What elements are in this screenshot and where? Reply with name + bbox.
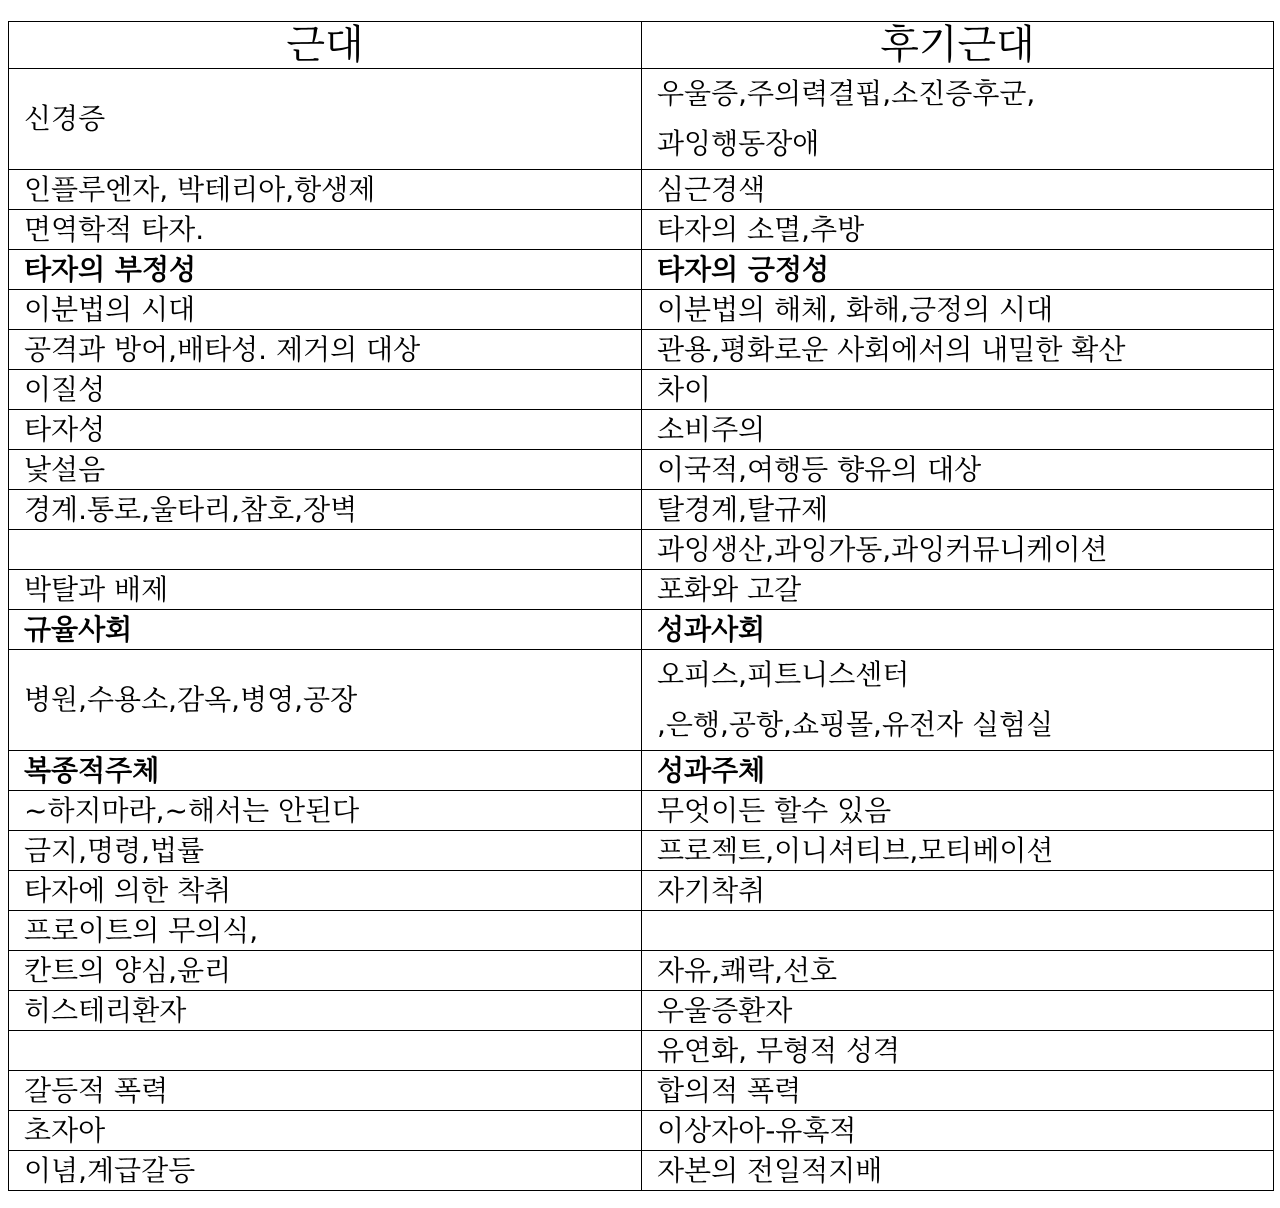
table-row: [9, 991, 1274, 1031]
table-row: [9, 450, 1274, 490]
cell-late-modern: [642, 650, 1274, 751]
cell-line: 우울증,주의력결핍,소진증후군,: [657, 77, 1036, 110]
cell-late-modern: 타자의 소멸,추방: [642, 210, 1274, 250]
cell-late-modern: 자기착취: [642, 871, 1274, 911]
cell-line: 오피스,피트니스센터: [657, 658, 910, 691]
table-row: [9, 1111, 1274, 1151]
cell-modern: 초자아: [9, 1111, 642, 1151]
cell-line: 과잉행동장애: [657, 127, 820, 160]
cell-late-modern: [642, 911, 1274, 951]
cell-modern: 칸트의 양심,윤리: [9, 951, 642, 991]
header-late-modern: 후기근대: [642, 22, 1274, 69]
table-row: [9, 570, 1274, 610]
cell-late-modern: 탈경계,탈규제: [642, 490, 1274, 530]
table-row: [9, 290, 1274, 330]
cell-modern: 타자에 의한 착취: [9, 871, 642, 911]
header-row: [9, 22, 1274, 69]
cell-late-modern: 우울증환자: [642, 991, 1274, 1031]
cell-late-modern: 성과주체: [642, 751, 1274, 791]
cell-late-modern: 관용,평화로운 사회에서의 내밀한 확산: [642, 330, 1274, 370]
cell-modern: 타자의 부정성: [9, 250, 642, 290]
cell-late-modern: 자유,쾌락,선호: [642, 951, 1274, 991]
table-row: [9, 610, 1274, 650]
cell-late-modern: 무엇이든 할수 있음: [642, 791, 1274, 831]
table-row: [9, 490, 1274, 530]
cell-modern: 이분법의 시대: [9, 290, 642, 330]
cell-modern: 이념,계급갈등: [9, 1151, 642, 1191]
cell-modern: 타자성: [9, 410, 642, 450]
cell-late-modern: [642, 69, 1274, 170]
cell-late-modern: 이상자아-유혹적: [642, 1111, 1274, 1151]
cell-late-modern: 소비주의: [642, 410, 1274, 450]
cell-modern: 이질성: [9, 370, 642, 410]
table-row: [9, 530, 1274, 570]
table-row: [9, 210, 1274, 250]
cell-late-modern: 이분법의 해체, 화해,긍정의 시대: [642, 290, 1274, 330]
cell-late-modern: 자본의 전일적지배: [642, 1151, 1274, 1191]
table-row: [9, 911, 1274, 951]
table-row: [9, 871, 1274, 911]
cell-modern: 인플루엔자, 박테리아,항생제: [9, 170, 642, 210]
cell-late-modern: 심근경색: [642, 170, 1274, 210]
cell-late-modern: 차이: [642, 370, 1274, 410]
cell-modern: 공격과 방어,배타성. 제거의 대상: [9, 330, 642, 370]
cell-modern: 낯설음: [9, 450, 642, 490]
cell-modern: ~하지마라,~해서는 안된다: [9, 791, 642, 831]
table-row: [9, 69, 1274, 170]
table-row: [9, 1071, 1274, 1111]
cell-modern: 신경증: [9, 69, 642, 170]
table-row: [9, 170, 1274, 210]
cell-late-modern: 과잉생산,과잉가동,과잉커뮤니케이션: [642, 530, 1274, 570]
cell-modern: 경계.통로,울타리,참호,장벽: [9, 490, 642, 530]
cell-late-modern: 유연화, 무형적 성격: [642, 1031, 1274, 1071]
table-row: [9, 1031, 1274, 1071]
cell-modern: 병원,수용소,감옥,병영,공장: [9, 650, 642, 751]
cell-late-modern: 프로젝트,이니셔티브,모티베이션: [642, 831, 1274, 871]
table-row: [9, 250, 1274, 290]
cell-late-modern: 이국적,여행등 향유의 대상: [642, 450, 1274, 490]
cell-modern: 규율사회: [9, 610, 642, 650]
cell-modern: 금지,명령,법률: [9, 831, 642, 871]
cell-late-modern: 포화와 고갈: [642, 570, 1274, 610]
table-row: [9, 1151, 1274, 1191]
table-row: [9, 410, 1274, 450]
table-row: [9, 951, 1274, 991]
table-row: [9, 650, 1274, 751]
table-row: [9, 330, 1274, 370]
cell-modern: 갈등적 폭력: [9, 1071, 642, 1111]
cell-modern: [9, 1031, 642, 1071]
header-modern: 근대: [9, 22, 642, 69]
table-row: [9, 751, 1274, 791]
cell-late-modern: 타자의 긍정성: [642, 250, 1274, 290]
cell-modern: 프로이트의 무의식,: [9, 911, 642, 951]
cell-modern: 박탈과 배제: [9, 570, 642, 610]
cell-late-modern: 성과사회: [642, 610, 1274, 650]
table-row: [9, 370, 1274, 410]
cell-late-modern: 합의적 폭력: [642, 1071, 1274, 1111]
cell-modern: 면역학적 타자.: [9, 210, 642, 250]
cell-modern: 히스테리환자: [9, 991, 642, 1031]
table-row: [9, 791, 1274, 831]
cell-line: ,은행,공항,쇼핑몰,유전자 실험실: [657, 708, 1054, 741]
cell-modern: [9, 530, 642, 570]
table-row: [9, 831, 1274, 871]
comparison-table: [8, 21, 1274, 1191]
cell-modern: 복종적주체: [9, 751, 642, 791]
